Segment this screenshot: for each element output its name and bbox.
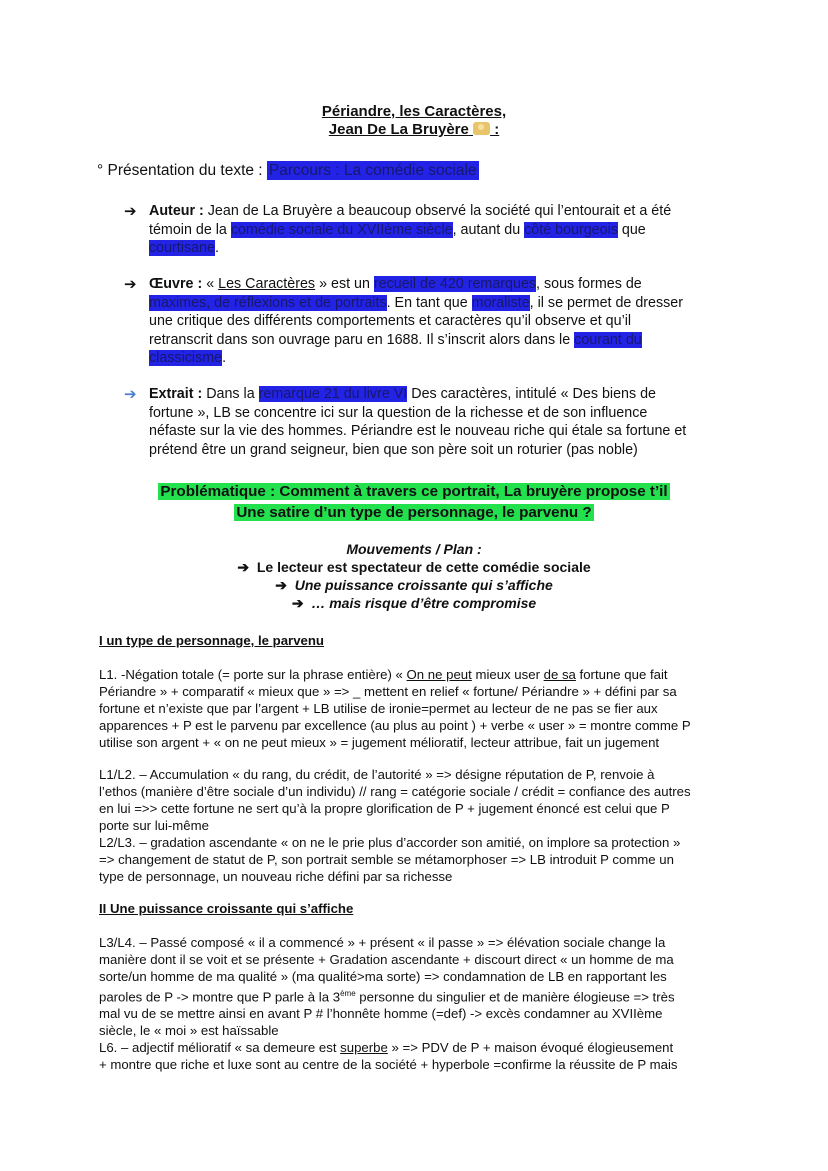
plan-movement-3: ➔ … mais risque d’être compromise (291, 595, 537, 611)
arrow-icon: ➔ (237, 559, 250, 575)
plan-movement-1: ➔ Le lecteur est spectateur de cette comédie sociale (237, 559, 591, 575)
plan-title: Mouvements / Plan : (346, 541, 482, 557)
section-1-paragraph-1: L1. -Négation totale (= porte sur la phrase entière) « On ne peut mieux user de sa fortune que fait Périandre » + comparatif « mieux que » => _ mettent en relief « fortune/ Périandre » + défini par sa fortune et n’existe que par l’argent + LB utilise de ironie=permet au lecteur de ne pas se fier aux apparences + P est le parvenu par excellence (au plus au point ) + verbe « user » = montre comme P utilise son argent + « on ne peut mieux » = jugement mélioratif, lecteur attribue, fait un jugement (99, 667, 691, 750)
auteur-paragraph: Auteur : Jean de La Bruyère a beaucoup observé la société qui l’entourait et a été témoin de la comédie sociale du XVIIème siècle, autant du côté bourgeois que courtisane. (149, 203, 672, 256)
oeuvre-paragraph: Œuvre : « Les Caractères » est un recueil de 420 remarques, sous formes de maximes, de réflexions et de portraits. En tant que moraliste, il se permet de dresser une critique des différents comportements et caractères qu’il observe et qu’il retranscrit dans son ouvrage paru en 1688. Il s’inscrit alors dans le courant du classicisme. (149, 276, 684, 366)
section-1-paragraph-2: L1/L2. – Accumulation « du rang, du crédit, de l’autorité » => désigne réputation de P, renvoie à l’ethos (manière d’être sociale d’un individu) // rang = catégorie sociale / crédit = confiance des autres en lui =>> cette fortune ne sert qu’à la propre glorification de P + jugement énoncé est celui que P porte sur lui-même L2/L3. – gradation ascendante « on ne le prie plus d’accorder son amitié, on implore sa protection » => changement de statut de P, son portrait semble se métamorphoser => LB introduit P comme un type de personnage, un nouveau riche défini par sa richesse (99, 767, 691, 884)
man-emoji-icon (473, 122, 490, 135)
blue-arrow-icon: ➔ (124, 386, 137, 403)
presentation-line: ° Présentation du texte : Parcours : La comédie sociale (97, 162, 477, 179)
arrow-icon: ➔ (124, 276, 137, 293)
arrow-icon: ➔ (124, 203, 137, 220)
section-2-title: II Une puissance croissante qui s’affiche (99, 901, 354, 916)
problematique: Problématique : Comment à travers ce portrait, La bruyère propose t’il Une satire d’un type de personnage, le parvenu ? (160, 483, 668, 521)
section-2-paragraph-1: L3/L4. – Passé composé « il a commencé » + présent « il passe » => élévation sociale change la manière dont il se voit et se présente + Gradation ascendante + discourt direct « un homme de ma sorte/un homme de ma qualité » (ma qualité>ma sorte) => condamnation de LB en rapportant les paroles de P -> montre que P parle à la 3ème personne du singulier et de manière élogieuse => très mal vu de se mettre ainsi en avant P # l’honnête homme (=def) -> excès condamner au XVIIème siècle, le « moi » est haïssable L6. – adjectif mélioratif « sa demeure est superbe » => PDV de P + maison évoqué élogieusement + montre que riche et luxe sont au centre de la société + hyperbole =confirme la réussite de P mais (99, 935, 678, 1073)
section-1-title: I un type de personnage, le parvenu (99, 633, 324, 648)
plan-movement-2: ➔ Une puissance croissante qui s’affiche (275, 577, 553, 593)
arrow-icon: ➔ (291, 595, 304, 611)
title-line-2: Jean De La Bruyère : (328, 121, 500, 138)
extrait-paragraph: Extrait : Dans la remarque 21 du livre VI Des caractères, intitulé « Des biens de fortune », LB se concentre ici sur la question de la richesse et de son influence néfaste sur la vie des hommes. Périandre est le nouveau riche qui étale sa fortune et prétend être un grand seigneur, bien que son père soit un roturier (pas noble) (149, 386, 687, 458)
title-line-1: Périandre, les Caractères, (321, 103, 507, 120)
arrow-icon: ➔ (275, 577, 287, 593)
parcours-highlight: Parcours : La comédie sociale (268, 162, 477, 179)
